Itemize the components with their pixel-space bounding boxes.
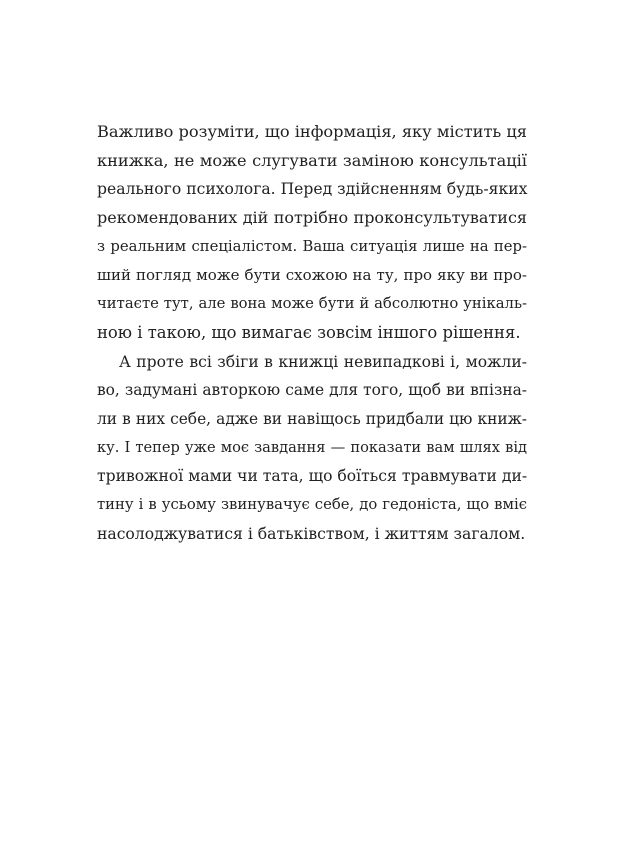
text-line: Важливо розуміти, що інформація, яку містить ця [97, 122, 527, 141]
text-line: читаєте тут, але вона може бути й абсолютно унікаль- [97, 295, 527, 313]
text-line: з реальним спеціалістом. Ваша ситуація лише на пер- [97, 237, 527, 255]
text-line: во, задумані авторкою саме для того, щоб ви впізна- [97, 381, 527, 400]
text-line: рекомендованих дій потрібно проконсультуватися [97, 208, 527, 228]
paragraph-2 [97, 348, 527, 549]
text-line: реального психолога. Перед здійсненням будь-яких [97, 180, 528, 199]
text-line: тину і в усьому звинувачує себе, до гедоніста, що вміє [97, 495, 527, 513]
text-line: А проте всі збіги в книжці невипадкові і, можли- [119, 352, 527, 371]
body-text [97, 118, 527, 548]
text-line: насолоджуватися і батьківством, і життям загалом. [97, 524, 526, 543]
text-line: тривожної мами чи тата, що боїться травмувати ди- [97, 467, 528, 486]
paragraph-1 [97, 118, 527, 348]
text-line: ку. І тепер уже моє завдання — показати вам шлях від [97, 438, 527, 456]
text-line: ною і такою, що вимагає зовсім іншого рішення. [97, 322, 521, 342]
text-line: ший погляд може бути схожою на ту, про яку ви про- [97, 266, 527, 285]
text-line: ли в них себе, адже ви навіщось придбали цю книж- [97, 409, 527, 428]
text-line: книжка, не може слугувати заміною консультації [97, 150, 527, 170]
